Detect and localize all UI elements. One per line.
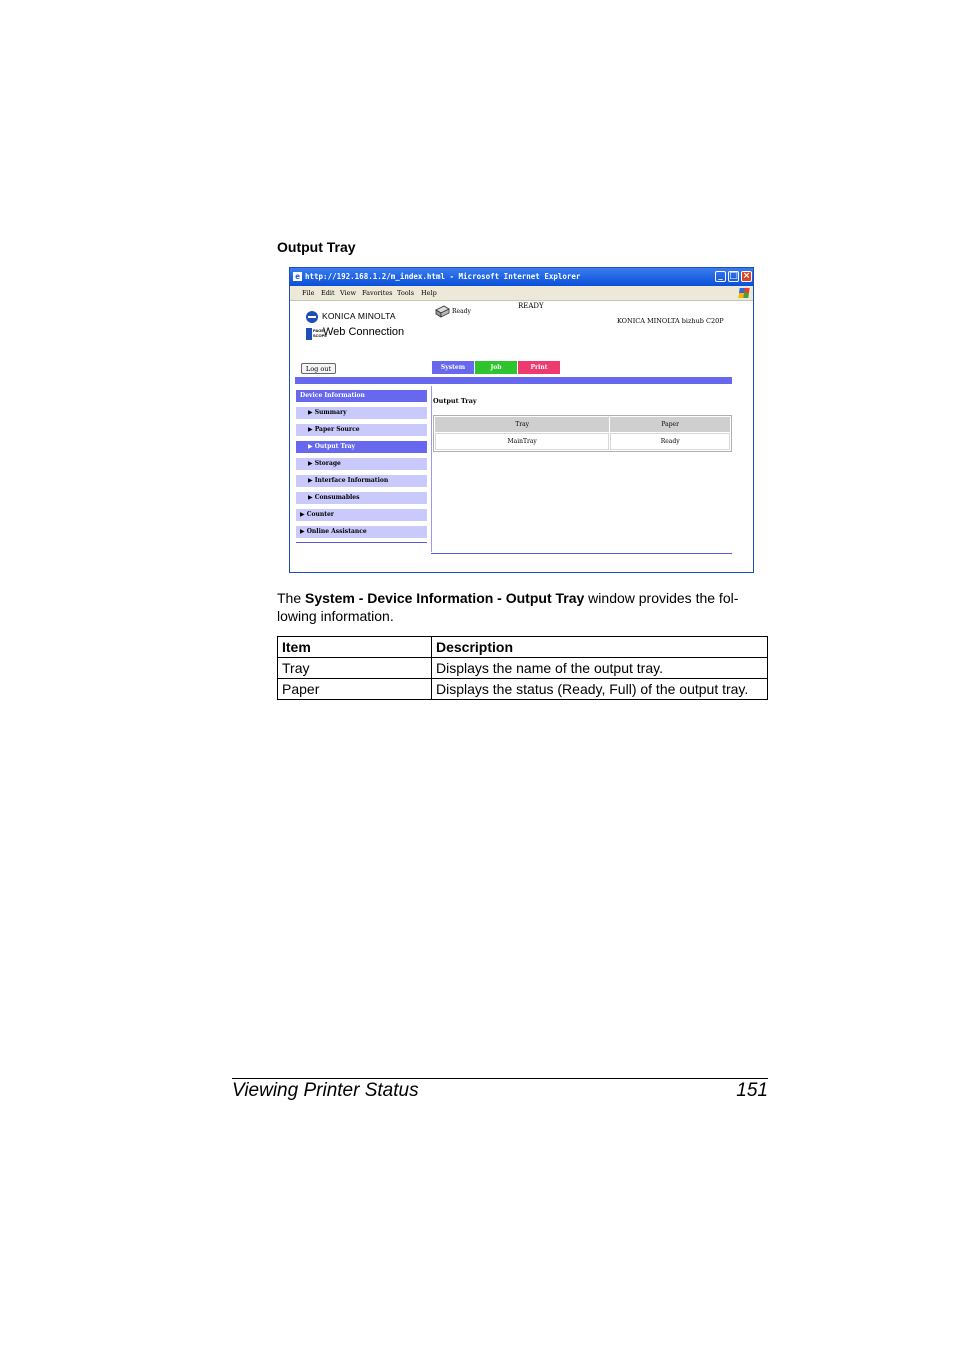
sidebar-item-summary[interactable]: ▶ Summary bbox=[296, 407, 427, 419]
printer-model: KONICA MINOLTA bizhub C20P bbox=[617, 317, 724, 325]
status-small: Ready bbox=[452, 308, 471, 315]
row-item-cell: Paper bbox=[278, 679, 432, 700]
logout-button[interactable]: Log out bbox=[301, 363, 336, 374]
tab-system[interactable]: System bbox=[432, 361, 474, 374]
intro-paragraph: The System - Device Information - Output Tray window provides the fol-lowing information. bbox=[277, 590, 739, 624]
maximize-icon[interactable]: □ bbox=[729, 271, 738, 281]
sidebar-item-output-tray[interactable]: ▶ Output Tray bbox=[296, 441, 427, 453]
cell-paper: Ready bbox=[610, 433, 730, 450]
window-path: System - Device Information - Output Tray bbox=[305, 590, 585, 606]
output-tray-table bbox=[433, 415, 732, 452]
table-row bbox=[278, 679, 768, 700]
web-page bbox=[290, 301, 753, 573]
ie-page-icon: e bbox=[293, 272, 302, 281]
menu-file[interactable]: File bbox=[302, 289, 315, 297]
footer-rule bbox=[232, 1078, 768, 1079]
menu-edit[interactable]: Edit bbox=[321, 289, 335, 297]
browser-window-screenshot bbox=[289, 267, 754, 573]
tab-print[interactable]: Print bbox=[518, 361, 560, 374]
menu-favorites[interactable]: Favorites bbox=[362, 289, 393, 297]
menu-bar bbox=[290, 286, 753, 301]
sidebar-item-interface-information[interactable]: ▶ Interface Information bbox=[296, 475, 427, 487]
description-table bbox=[277, 636, 768, 700]
menu-help[interactable]: Help bbox=[421, 289, 437, 297]
footer-chapter-title: Viewing Printer Status bbox=[232, 1080, 419, 1101]
tab-job[interactable]: Job bbox=[475, 361, 517, 374]
window-title: http://192.168.1.2/m_index.html - Microsoft Internet Explorer bbox=[305, 272, 581, 281]
minimize-icon[interactable]: _ bbox=[715, 271, 726, 282]
row-item-cell: Tray bbox=[278, 658, 432, 679]
window-titlebar bbox=[290, 268, 753, 286]
pagescope-logo-icon: PAGE SCOPE bbox=[306, 328, 320, 340]
sidebar-item-online-assistance[interactable]: ▶ Online Assistance bbox=[296, 526, 427, 538]
header-description: Description bbox=[432, 637, 768, 658]
sidebar-item-storage[interactable]: ▶ Storage bbox=[296, 458, 427, 470]
header-item: Item bbox=[278, 637, 432, 658]
row-description-cell: Displays the status (Ready, Full) of the output tray. bbox=[432, 679, 768, 700]
vertical-divider bbox=[431, 386, 432, 552]
status-big: READY bbox=[518, 302, 544, 310]
windows-logo-icon bbox=[738, 288, 749, 298]
table-row bbox=[278, 658, 768, 679]
header-divider-bar bbox=[295, 377, 732, 384]
sidebar-item-consumables[interactable]: ▶ Consumables bbox=[296, 492, 427, 504]
sidebar-item-counter[interactable]: ▶ Counter bbox=[296, 509, 427, 521]
main-heading: Output Tray bbox=[433, 397, 477, 405]
menu-tools[interactable]: Tools bbox=[397, 289, 415, 297]
col-header-paper: Paper bbox=[610, 417, 730, 432]
printer-icon bbox=[434, 304, 450, 318]
konica-minolta-logo-icon bbox=[306, 311, 318, 323]
cell-tray: MainTray bbox=[435, 433, 609, 450]
close-icon[interactable]: × bbox=[742, 271, 751, 281]
brand-name: KONICA MINOLTA bbox=[322, 311, 396, 321]
sidebar-item-paper-source[interactable]: ▶ Paper Source bbox=[296, 424, 427, 436]
content-bottom-divider bbox=[431, 553, 732, 554]
page-number: 151 bbox=[736, 1080, 768, 1101]
section-title: Output Tray bbox=[277, 239, 356, 255]
web-connection-title: Web Connection bbox=[323, 326, 405, 338]
menu-view[interactable]: View bbox=[340, 289, 357, 297]
sidebar-bottom-divider bbox=[296, 542, 427, 543]
table-row bbox=[435, 433, 730, 450]
sidebar-item-device-information[interactable]: Device Information bbox=[296, 390, 427, 402]
row-description-cell: Displays the name of the output tray. bbox=[432, 658, 768, 679]
col-header-tray: Tray bbox=[435, 417, 609, 432]
